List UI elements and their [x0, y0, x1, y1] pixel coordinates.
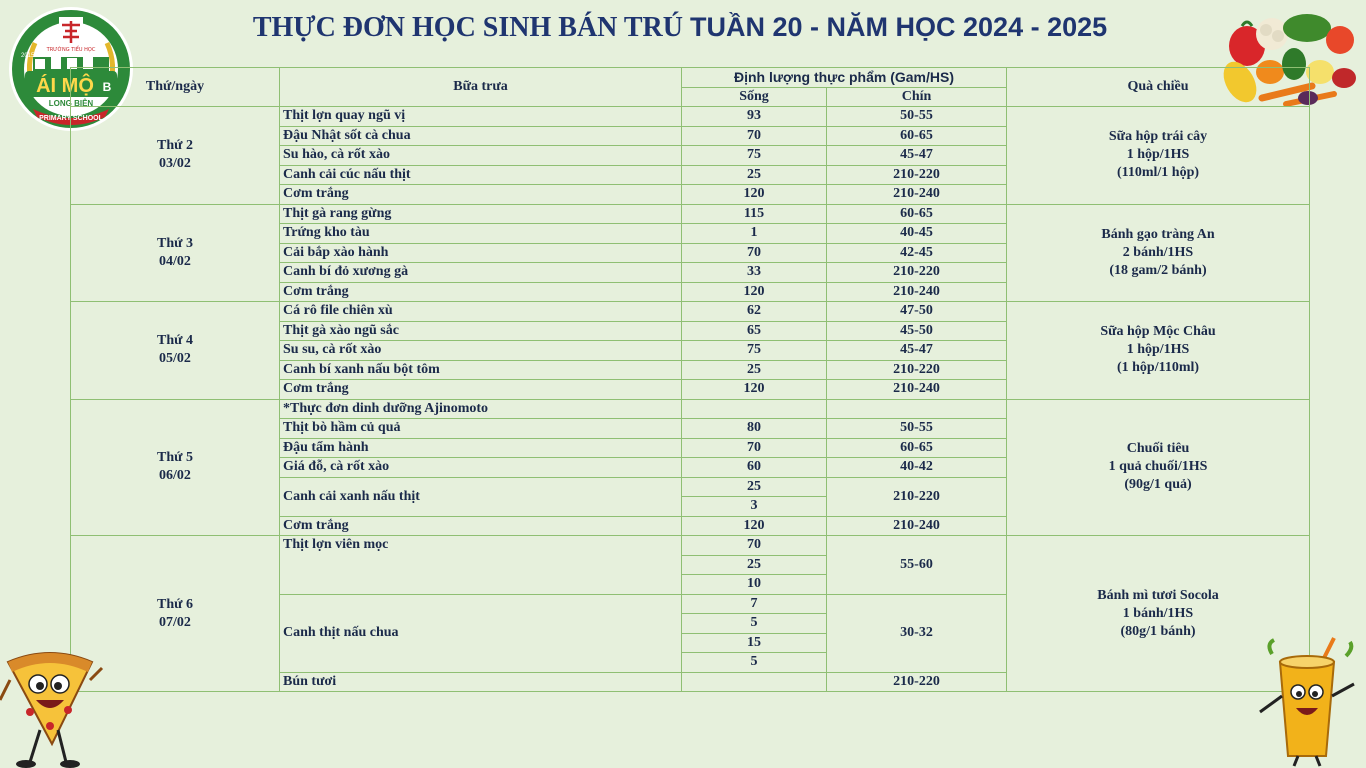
dish-cell: Canh bí xanh nấu bột tôm [280, 360, 682, 380]
raw-cell: 62 [682, 302, 827, 322]
pizza-mascot [0, 640, 104, 768]
day-cell: Thứ 5 06/02 [71, 399, 280, 536]
raw-cell: 65 [682, 321, 827, 341]
dish-cell: Thịt lợn quay ngũ vị [280, 107, 682, 127]
dish-cell: Cơm trắng [280, 185, 682, 205]
dish-cell: Canh cải xanh nấu thịt [280, 477, 682, 516]
raw-cell: 1 [682, 224, 827, 244]
cooked-cell: 60-65 [827, 204, 1007, 224]
cooked-cell: 45-47 [827, 146, 1007, 166]
logo-year: 2015 [21, 53, 35, 59]
logo-name: ÁI MỘ [36, 75, 94, 97]
cooked-cell: 210-220 [827, 477, 1007, 516]
dish-cell: Bún tươi [280, 672, 682, 692]
dish-cell: Cá rô file chiên xù [280, 302, 682, 322]
raw-cell: 75 [682, 146, 827, 166]
dish-cell: Giá đỗ, cà rốt xào [280, 458, 682, 478]
raw-cell: 115 [682, 204, 827, 224]
raw-cell: 3 [682, 497, 827, 517]
title-part2: TUẦN 20 - NĂM HỌC 2024 - 2025 [690, 12, 1108, 42]
table-row [71, 536, 1310, 556]
cooked-cell: 45-47 [827, 341, 1007, 361]
cooked-cell: 55-60 [827, 536, 1007, 595]
raw-cell: 25 [682, 165, 827, 185]
raw-cell: 70 [682, 438, 827, 458]
day-cell: Thứ 3 04/02 [71, 204, 280, 302]
dish-cell: Đậu tẩm hành [280, 438, 682, 458]
dish-cell: Trứng kho tàu [280, 224, 682, 244]
dish-cell: Su su, cà rốt xào [280, 341, 682, 361]
raw-cell: 70 [682, 243, 827, 263]
cooked-cell: 210-240 [827, 516, 1007, 536]
title-part1: THỰC ĐƠN HỌC SINH BÁN TRÚ [252, 12, 684, 43]
raw-cell: 33 [682, 263, 827, 283]
dish-cell: Cải bắp xào hành [280, 243, 682, 263]
logo-district: LONG BIÊN [48, 99, 94, 108]
table-row [71, 399, 1310, 419]
raw-cell: 120 [682, 516, 827, 536]
dish-cell: Cơm trắng [280, 516, 682, 536]
raw-cell: 25 [682, 477, 827, 497]
snack-cell: Sữa hộp Mộc Châu 1 hộp/1HS (1 hộp/110ml) [1007, 302, 1310, 400]
juice-cup-mascot [1254, 636, 1360, 768]
raw-cell: 25 [682, 360, 827, 380]
dish-cell: Đậu Nhật sốt cà chua [280, 126, 682, 146]
cooked-cell: 40-45 [827, 224, 1007, 244]
cooked-cell: 42-45 [827, 243, 1007, 263]
raw-cell: 60 [682, 458, 827, 478]
header-lunch: Bữa trưa [280, 68, 682, 107]
snack-cell: Bánh gạo tràng An 2 bánh/1HS (18 gam/2 bánh) [1007, 204, 1310, 302]
cooked-cell: 210-220 [827, 672, 1007, 692]
cooked-cell: 50-55 [827, 107, 1007, 127]
raw-cell: 80 [682, 419, 827, 439]
day-cell: Thứ 2 03/02 [71, 107, 280, 205]
header-raw: Sống [682, 87, 827, 107]
header-day: Thứ/ngày [71, 68, 280, 107]
raw-cell: 120 [682, 380, 827, 400]
raw-cell: 70 [682, 536, 827, 556]
raw-cell: 93 [682, 107, 827, 127]
cooked-cell: 210-220 [827, 263, 1007, 283]
snack-cell: Bánh mì tươi Socola 1 bánh/1HS (80g/1 bánh) [1007, 536, 1310, 692]
cooked-cell: 60-65 [827, 438, 1007, 458]
dish-cell: Thịt bò hầm củ quả [280, 419, 682, 439]
menu-table [70, 67, 1310, 692]
table-row [71, 107, 1310, 127]
raw-cell: 25 [682, 555, 827, 575]
dish-cell: Canh bí đỏ xương gà [280, 263, 682, 283]
dish-cell: Canh thịt nấu chua [280, 594, 682, 672]
header-snack: Quà chiều [1007, 68, 1310, 107]
header-cooked: Chín [827, 87, 1007, 107]
cooked-cell: 210-240 [827, 282, 1007, 302]
cooked-cell: 210-220 [827, 360, 1007, 380]
header-quantity: Định lượng thực phẩm (Gam/HS) [682, 68, 1007, 88]
dish-cell: Thịt gà rang gừng [280, 204, 682, 224]
menu-note: *Thực đơn dinh dưỡng Ajinomoto [280, 399, 682, 419]
raw-cell: 10 [682, 575, 827, 595]
cooked-cell [827, 399, 1007, 419]
raw-cell [682, 399, 827, 419]
raw-cell: 7 [682, 594, 827, 614]
cooked-cell: 50-55 [827, 419, 1007, 439]
raw-cell: 120 [682, 185, 827, 205]
day-cell: Thứ 4 05/02 [71, 302, 280, 400]
dish-cell: Su hào, cà rốt xào [280, 146, 682, 166]
logo-suffix: B [102, 80, 112, 94]
dish-cell: Thịt gà xào ngũ sắc [280, 321, 682, 341]
cooked-cell: 40-42 [827, 458, 1007, 478]
raw-cell: 5 [682, 653, 827, 673]
table-row [71, 302, 1310, 322]
raw-cell: 15 [682, 633, 827, 653]
raw-cell: 75 [682, 341, 827, 361]
cooked-cell: 45-50 [827, 321, 1007, 341]
cooked-cell: 210-240 [827, 380, 1007, 400]
dish-cell: Cơm trắng [280, 282, 682, 302]
logo-school: PRIMARY SCHOOL [39, 115, 103, 122]
dish-cell: Canh cải cúc nấu thịt [280, 165, 682, 185]
dish-cell: Thịt lợn viên mọc [280, 536, 682, 595]
day-cell: Thứ 6 07/02 [71, 536, 280, 692]
raw-cell: 120 [682, 282, 827, 302]
cooked-cell: 60-65 [827, 126, 1007, 146]
page-title [150, 12, 1210, 44]
raw-cell: 5 [682, 614, 827, 634]
header-row [71, 68, 1310, 88]
raw-cell [682, 672, 827, 692]
svg-text:TRƯỜNG TIỂU HỌC: TRƯỜNG TIỂU HỌC [46, 47, 96, 53]
cooked-cell: 47-50 [827, 302, 1007, 322]
dish-cell: Cơm trắng [280, 380, 682, 400]
cooked-cell: 30-32 [827, 594, 1007, 672]
table-row [71, 204, 1310, 224]
snack-cell: Chuối tiêu 1 quả chuối/1HS (90g/1 quả) [1007, 399, 1310, 536]
snack-cell: Sữa hộp trái cây 1 hộp/1HS (110ml/1 hộp) [1007, 107, 1310, 205]
cooked-cell: 210-240 [827, 185, 1007, 205]
raw-cell: 70 [682, 126, 827, 146]
cooked-cell: 210-220 [827, 165, 1007, 185]
